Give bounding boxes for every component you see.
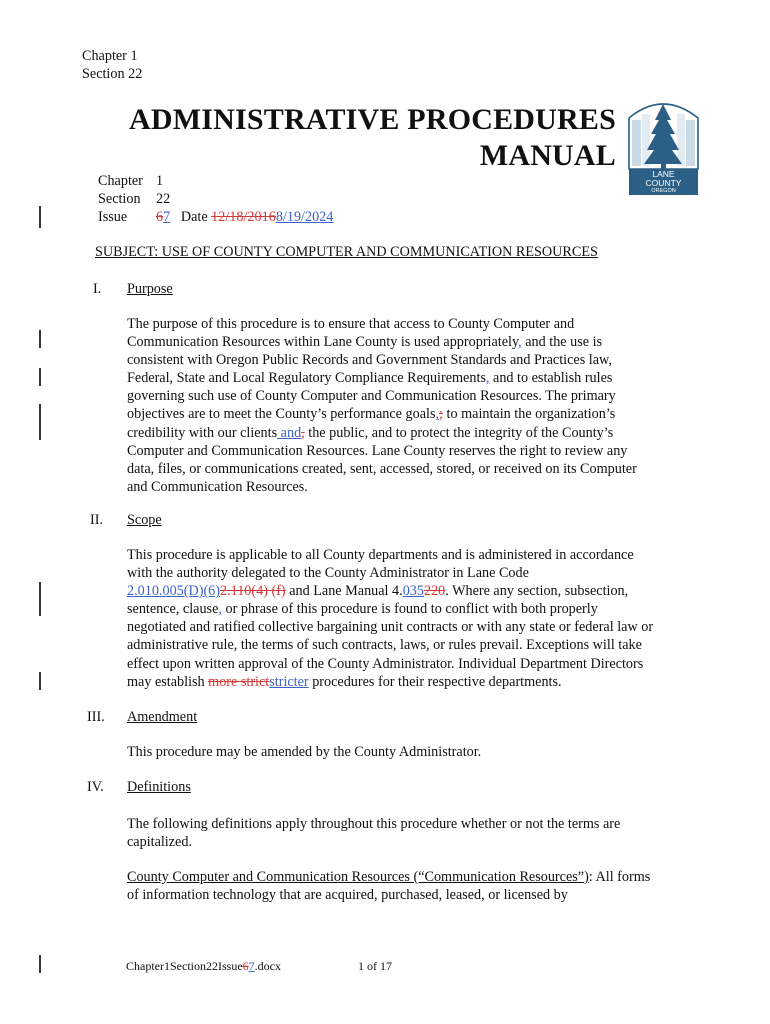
change-bar — [39, 368, 41, 386]
amendment-paragraph: This procedure may be amended by the County Administrator. — [127, 744, 482, 760]
change-bar — [39, 955, 41, 973]
meta-issue: Issue 67 Date 12/18/20168/19/2024 — [98, 209, 334, 225]
change-bar — [39, 672, 41, 690]
footer-page-number: 1 of 17 — [358, 959, 392, 973]
section-scope: II. Scope — [90, 512, 162, 528]
change-bar — [39, 582, 41, 616]
date-inserted: 8/19/2024 — [275, 209, 334, 225]
change-bar — [39, 330, 41, 348]
meta-chapter: Chapter 1 — [98, 173, 164, 189]
section-purpose: I. Purpose — [93, 281, 173, 297]
lane-county-logo — [627, 96, 700, 197]
section-definitions: IV. Definitions — [87, 779, 191, 795]
purpose-paragraph: The purpose of this procedure is to ensure that access to County Computer and Communication Resources within Lane County is used appropriately, and the use is consistent with Oregon Public Records and Government Standards and Practices law, Federal, State and Local Regulatory Compliance Requirements, and to establish rules governing such use of County Computer and Communication Resources. The primary objectives are to meet the County’s performance goals,; to maintain the organization’s credibility with our clients and, the public, and to protect the integrity of the County’s Computer and Communication Resources. Lane County reserves the right to review any data, files, or communications created, sent, accessed, stored, or received on its Computer and Communication Resources. — [127, 316, 637, 495]
logo-text-oregon: OREGON — [651, 188, 676, 194]
section-amendment: III. Amendment — [87, 709, 198, 725]
footer-filename: Chapter1Section22Issue67.docx — [126, 959, 281, 973]
date-deleted: 12/18/2016 — [211, 209, 276, 225]
issue-deleted: 6 — [156, 209, 164, 225]
title-line-1: ADMINISTRATIVE PROCEDURES — [128, 103, 616, 136]
header-section: Section 22 — [82, 66, 143, 82]
lane-code-link[interactable]: 2.010.005(D)(6) — [127, 583, 220, 600]
definition-communication-resources: County Computer and Communication Resources (“Communication Resources”): All forms of information technology that are acquired, purchased, leased, or licensed by — [127, 869, 651, 904]
scope-paragraph: This procedure is applicable to all County departments and is administered in accordance with the authority delegated to the County Administrator in Lane Code 2.010.005(D)(6)2.110(4) (f) and Lane Manual 4.035220. Where any section, subsection, sentence, clause, or phrase of this procedure is found to conflict with both properly negotiated and ratified collective bargaining unit contracts or with any state or federal law or administrative rule, the terms of such contracts, laws, or rules prevail. Exceptions will take effect upon written approval of the County Administrator. Individual Department Directors may establish more strictstricter procedures for their respective departments. — [127, 547, 654, 690]
page-title — [100, 102, 616, 174]
meta-section: Section 22 — [98, 191, 171, 207]
issue-inserted: 7 — [163, 209, 171, 225]
header-chapter: Chapter 1 — [82, 48, 138, 64]
change-bar — [39, 206, 41, 228]
change-bar — [39, 404, 41, 440]
title-line-2: MANUAL — [479, 139, 616, 172]
logo-text-county: COUNTY — [645, 178, 682, 188]
logo-text-lane: LANE — [652, 169, 675, 179]
subject-line: SUBJECT: USE OF COUNTY COMPUTER AND COMMUNICATION RESOURCES — [95, 244, 598, 260]
definitions-intro: The following definitions apply throughout this procedure whether or not the terms are capitalized. — [127, 816, 621, 851]
